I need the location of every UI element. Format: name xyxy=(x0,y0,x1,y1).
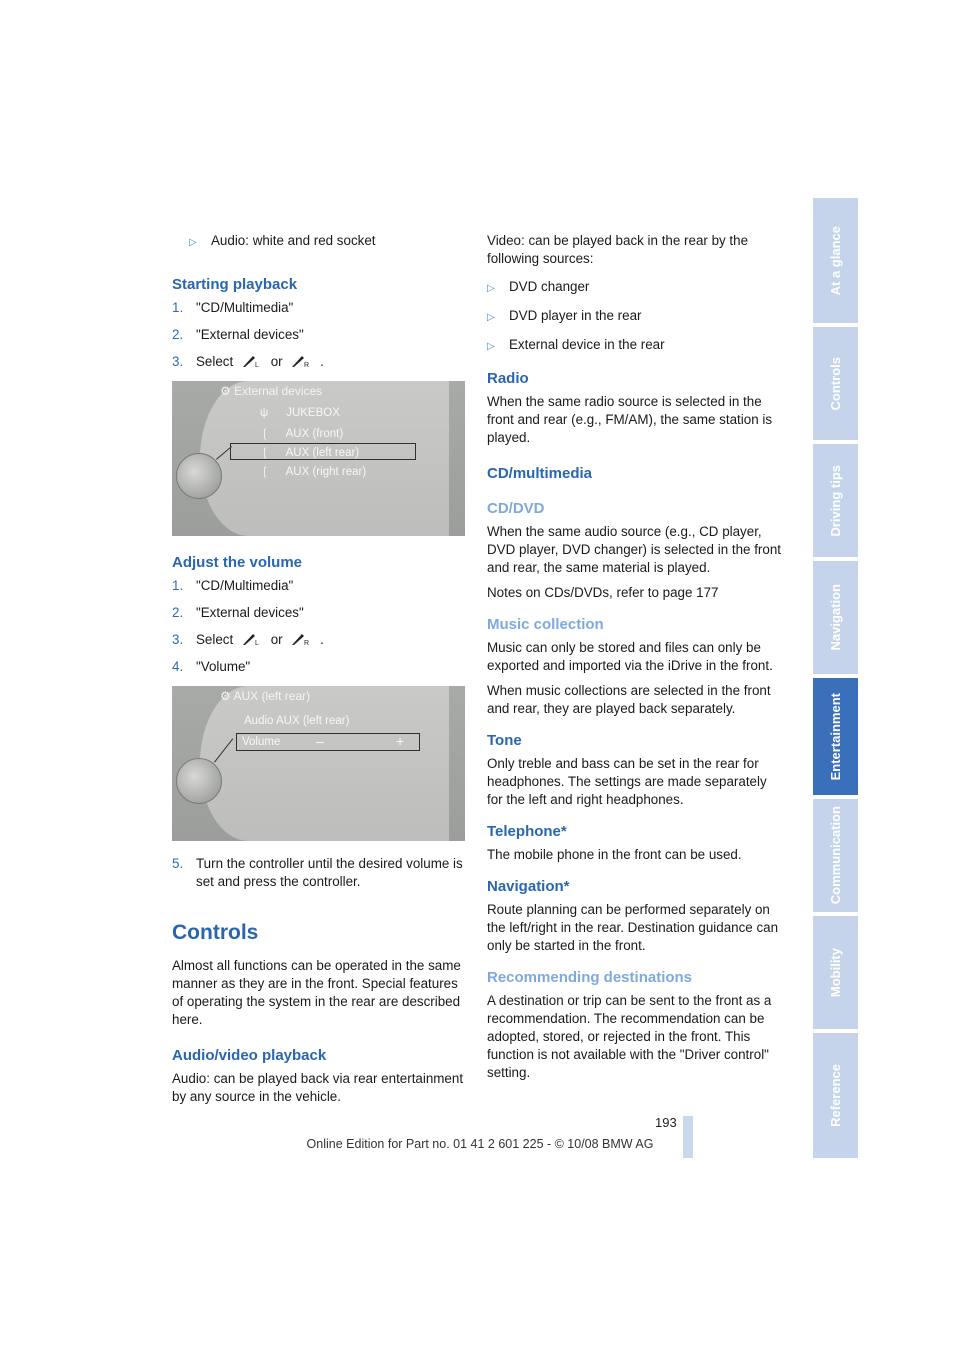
aux-icon: ❲ xyxy=(260,466,270,478)
step: 1. "CD/Multimedia" xyxy=(172,300,294,315)
menu-item-aux-right-rear: ❲ AUX (right rear) xyxy=(260,466,367,478)
menu-item-aux-left-rear: ❲ AUX (left rear) xyxy=(260,447,360,459)
volume-plus: + xyxy=(396,733,405,749)
menu-item-jukebox: ψ JUKEBOX xyxy=(260,407,340,419)
step: 3. Select L or R . xyxy=(172,632,324,647)
heading-starting-playback: Starting playback xyxy=(172,276,298,293)
svg-text:L: L xyxy=(254,362,259,368)
screenshot-external-devices xyxy=(172,381,465,536)
step: 4. "Volume" xyxy=(172,659,251,674)
svg-text:R: R xyxy=(304,640,310,646)
aux-icon: ❲ xyxy=(260,447,270,459)
heading-tone: Tone xyxy=(487,732,522,749)
tab-communication[interactable]: Communication xyxy=(813,799,858,912)
left-rear-source-icon xyxy=(241,354,263,368)
screenshot-aux-volume xyxy=(172,686,465,841)
tab-at-a-glance[interactable]: At a glance xyxy=(813,198,858,323)
volume-minus: – xyxy=(316,733,324,749)
selection-highlight xyxy=(236,733,420,751)
bullet-item: ▷ Audio: white and red socket xyxy=(189,232,467,252)
step: 3. Select L or R . xyxy=(172,354,324,369)
screen-title: ⚙ External devices xyxy=(220,384,323,398)
tab-mobility[interactable]: Mobility xyxy=(813,916,858,1029)
step: 2. "External devices" xyxy=(172,327,304,342)
triangle-bullet-icon: ▷ xyxy=(487,283,495,294)
usb-icon: ψ xyxy=(260,407,269,419)
tab-navigation[interactable]: Navigation xyxy=(813,561,858,674)
controller-knob-icon xyxy=(176,453,222,499)
screen-title: ⚙ AUX (left rear) xyxy=(220,689,311,703)
heading-audio-video-playback: Audio/video playback xyxy=(172,1047,327,1064)
heading-music-collection: Music collection xyxy=(487,616,604,633)
aux-icon: ❲ xyxy=(260,428,270,440)
heading-recommending-destinations: Recommending destinations xyxy=(487,969,693,986)
left-rear-source-icon xyxy=(241,632,263,646)
heading-cd-multimedia: CD/multimedia xyxy=(487,465,593,482)
footer-edition-note: Online Edition for Part no. 01 41 2 601 225 - © 10/08 BMW AG xyxy=(306,1137,654,1151)
tab-driving-tips[interactable]: Driving tips xyxy=(813,444,858,557)
tab-reference[interactable]: Reference xyxy=(813,1033,858,1158)
heading-radio: Radio xyxy=(487,370,529,387)
step: 5. Turn the controller until the desired volume is set and press the controller. xyxy=(172,856,463,889)
right-column: Video: can be played back in the rear by the following sources: ▷ DVD changer ▷ DVD player in the rear ▷ External device in the rear Radio When the same radio source is selected in the front and rear (e.g., FM/AM), the same station is played. CD/multimedia CD/DVD When the same audio source (e.g., CD player, DVD player, DVD changer) is selected in the front and rear, the same material is played. Notes on CDs/DVDs, refer to page 177 Music collection Music can only be stored and files can only be exported and imported via the iDrive in the front. When music collections are selected in the front and rear, they are played back separately. Tone Only treble and bass can be set in the rear for headphones. The settings are made separately for the left and right headphones. Telephone* The mobile phone in the front can be used. Navigation* Route planning can be performed separately on the left/right in the rear. Destination guidance can only be started in the front. Recommending destinations A destination or trip can be sent to the front as a recommendation. The recommendation can be adopted, stored, or rejected in the front. This function is not available with the "Driver control" setting. xyxy=(487,233,781,1080)
tab-entertainment[interactable]: Entertainment xyxy=(813,678,858,795)
triangle-bullet-icon: ▷ xyxy=(487,312,495,323)
right-rear-source-icon xyxy=(290,354,312,368)
svg-text:R: R xyxy=(304,362,310,368)
menu-item-aux-front: ❲ AUX (front) xyxy=(260,428,344,440)
heading-controls: Controls xyxy=(172,921,259,944)
selection-highlight xyxy=(230,443,416,460)
left-column: ▷ Audio: white and red socket Starting playback 1. "CD/Multimedia" 2. "External devices" 3. Select L or R . ⚙ External devices ψ JUKEBOX ❲ AUX (front) ❲ AUX (left rear) ❲ AUX (right rear) Adjust the volume 1. "CD/Multimedia" 2. "External devices" 3. Select L or R . 4. "Volume" ⚙ AUX (left rear) Audio AUX (left rear) Volume – + 5. Turn the controller until the desired volume is set and press the controller. Controls Almost all functions can be operated in the same manner as they are in the front. Special features of operating the system in the rear are described here. Audio/video playback Audio: can be played back via rear entertainment by any source in the vehicle. xyxy=(172,232,467,1113)
tab-controls[interactable]: Controls xyxy=(813,327,858,440)
heading-cd-dvd: CD/DVD xyxy=(487,500,545,517)
triangle-bullet-icon: ▷ xyxy=(487,341,495,352)
step: 1. "CD/Multimedia" xyxy=(172,578,294,593)
heading-navigation: Navigation* xyxy=(487,878,570,895)
volume-label: Volume xyxy=(242,736,281,748)
settings-icon: ⚙ xyxy=(220,384,231,398)
triangle-bullet-icon: ▷ xyxy=(189,237,197,248)
heading-telephone: Telephone* xyxy=(487,823,567,840)
page-number: 193 xyxy=(655,1115,677,1130)
svg-text:L: L xyxy=(254,640,259,646)
settings-icon: ⚙ xyxy=(220,689,231,703)
bullet-item: ▷ DVD player in the rear xyxy=(487,307,782,327)
bullet-item: ▷ External device in the rear xyxy=(487,336,782,356)
heading-adjust-volume: Adjust the volume xyxy=(172,554,303,571)
right-rear-source-icon xyxy=(290,632,312,646)
controller-knob-icon xyxy=(176,758,222,804)
bullet-item: ▷ DVD changer xyxy=(487,278,782,298)
screen-subtitle: Audio AUX (left rear) xyxy=(244,715,350,727)
step: 2. "External devices" xyxy=(172,605,304,620)
